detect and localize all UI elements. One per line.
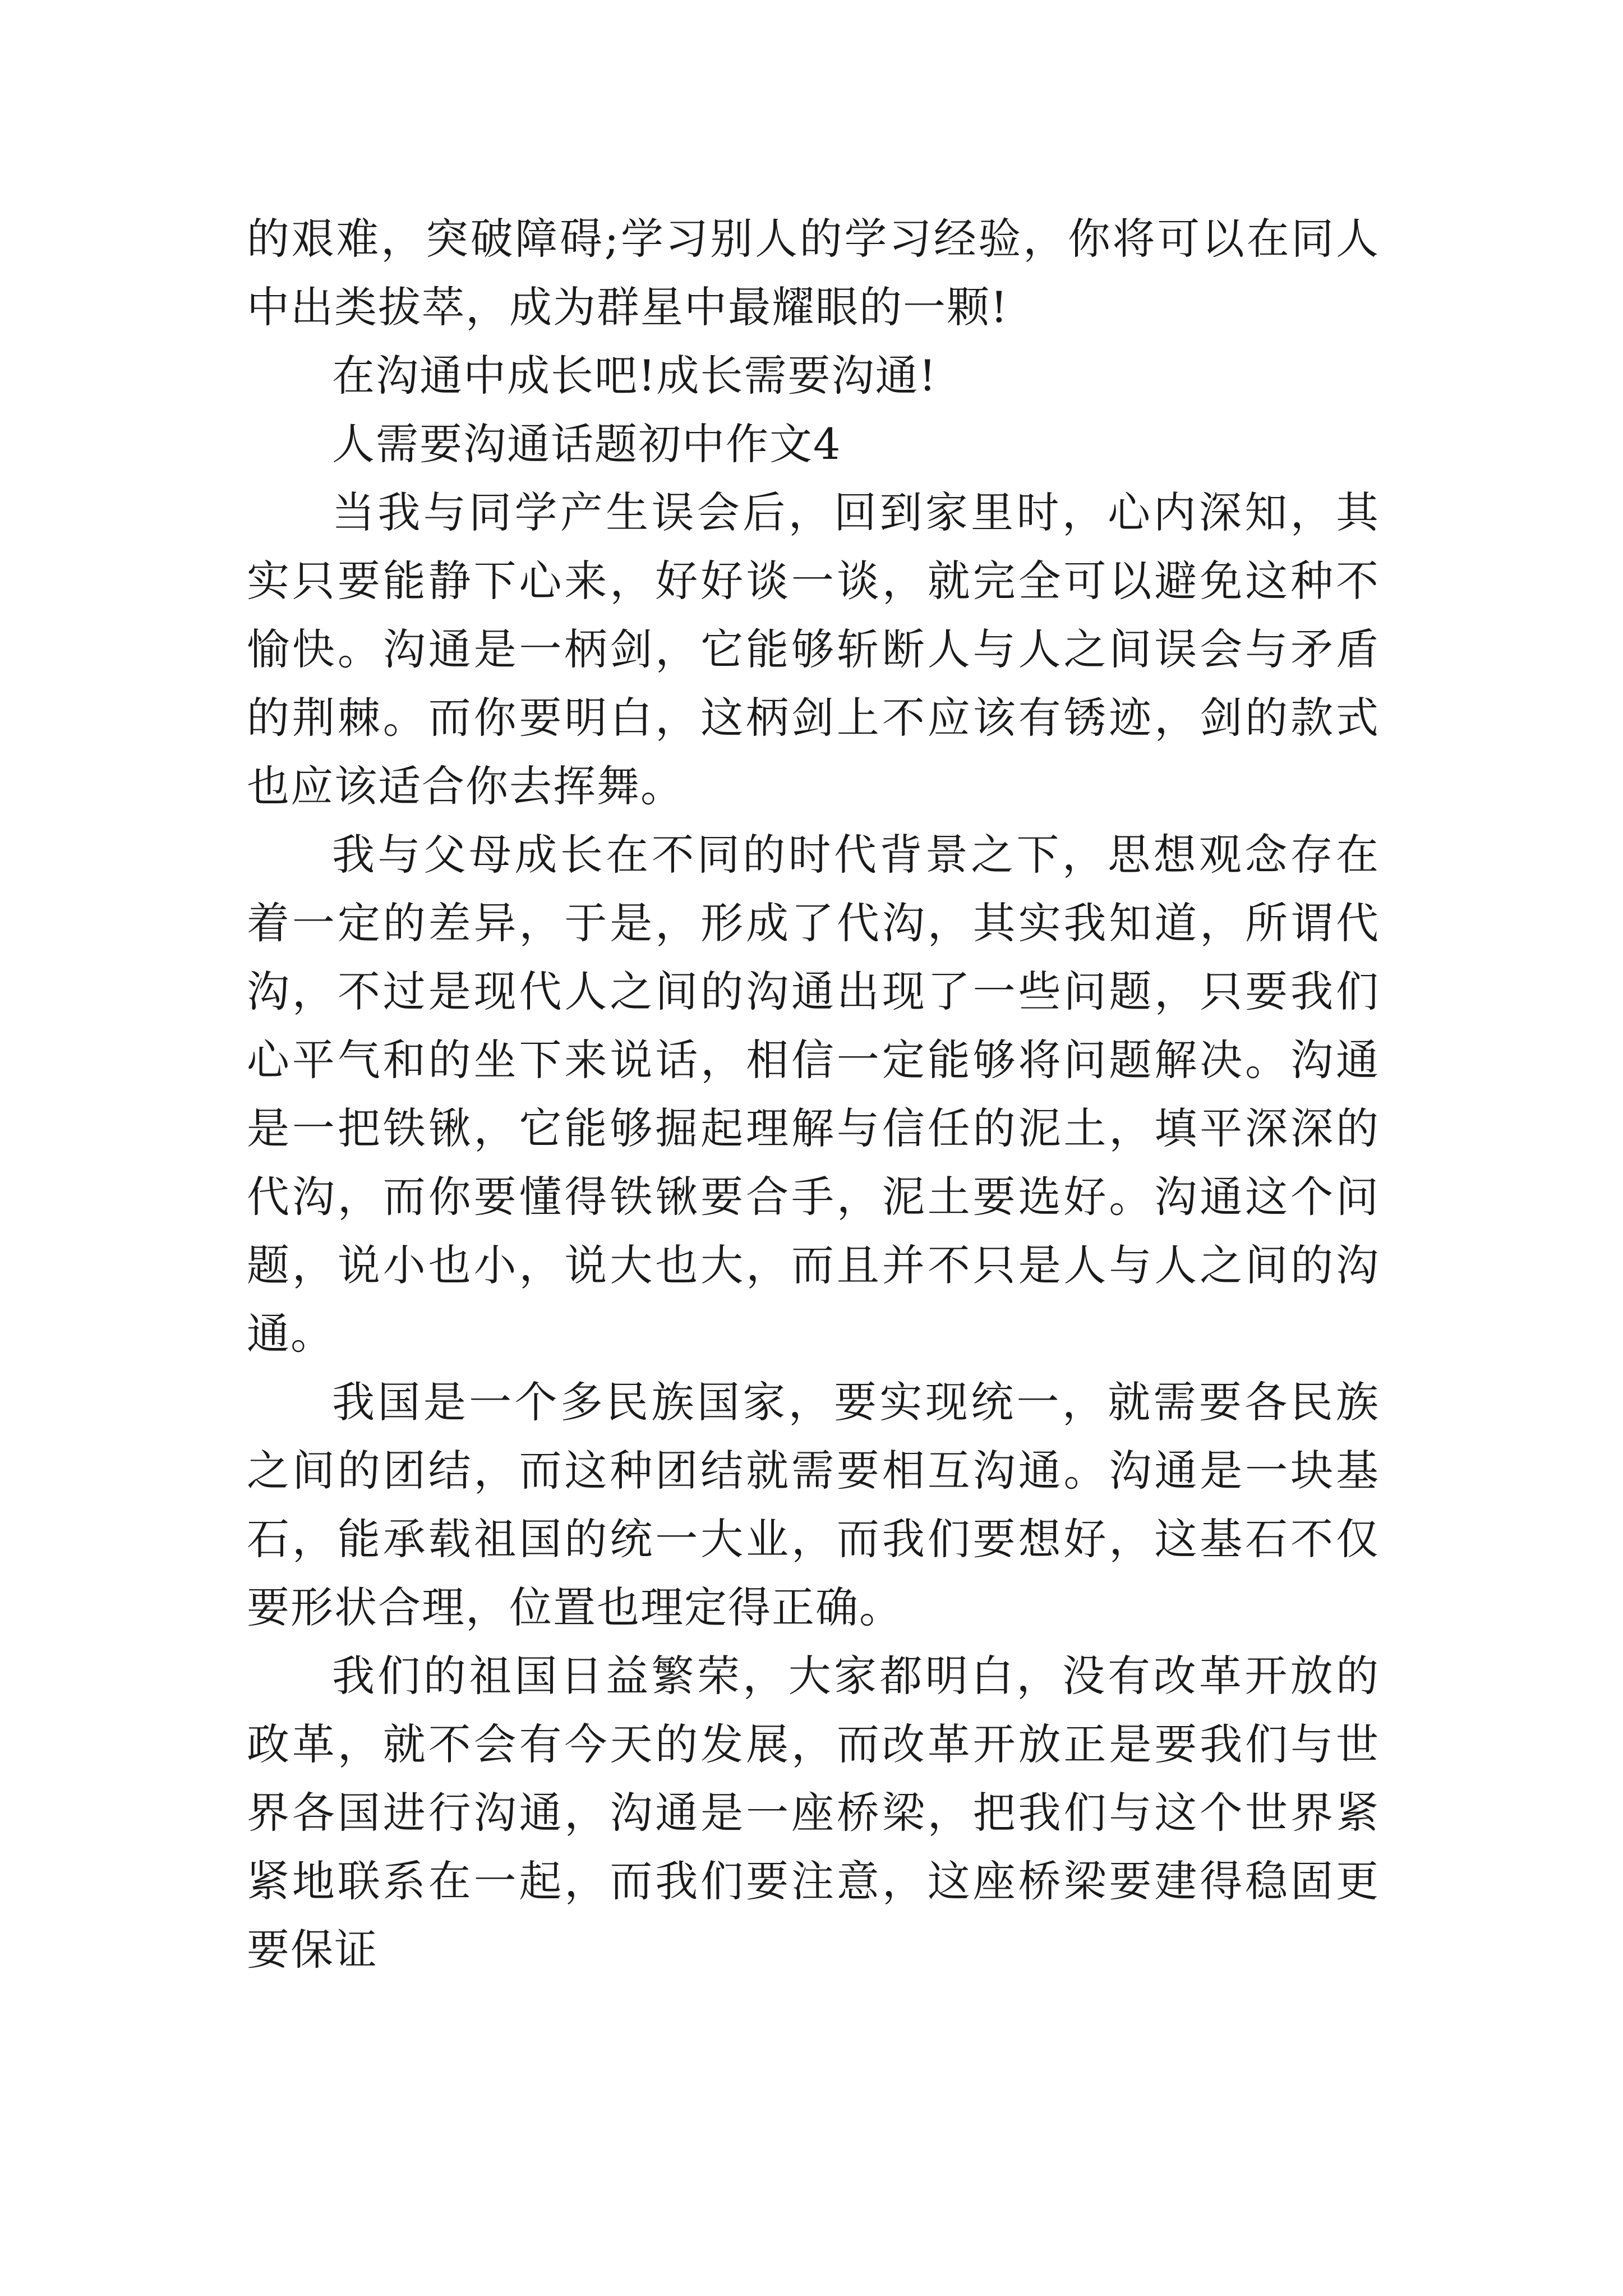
essay-body xyxy=(247,205,1380,1984)
paragraph-continuation: 的艰难，突破障碍;学习别人的学习经验，你将可以在同人中出类拔萃，成为群星中最耀眼的一颗! xyxy=(247,214,1380,332)
essay-heading: 人需要沟通话题初中作文4 xyxy=(332,419,842,469)
paragraph-national-unity: 我国是一个多民族国家，要实现统一，就需要各民族之间的团结，而这种团结就需要相互沟通。沟通是一块基石，能承载祖国的统一大业，而我们要想好，这基石不仅要形状合理，位置也理定得正确。 xyxy=(247,1377,1380,1632)
paragraph-misunderstanding: 当我与同学产生误会后，回到家里时，心内深知，其实只要能静下心来，好好谈一谈，就完全可以避免这种不愉快。沟通是一柄剑，它能够斩断人与人之间误会与矛盾的荆棘。而你要明白，这柄剑上不应该有锈迹，剑的款式也应该适合你去挥舞。 xyxy=(247,487,1380,811)
paragraph-reform-opening: 我们的祖国日益繁荣，大家都明白，没有改革开放的政革，就不会有今天的发展，而改革开放正是要我们与世界各国进行沟通，沟通是一座桥梁，把我们与这个世界紧紧地联系在一起，而我们要注意，这座桥梁要建得稳固更要保证 xyxy=(247,1651,1380,1975)
paragraph-generation-gap: 我与父母成长在不同的时代背景之下，思想观念存在着一定的差异，于是，形成了代沟，其实我知道，所谓代沟，不过是现代人之间的沟通出现了一些问题，只要我们心平气和的坐下来说话，相信一定能够将问题解决。沟通是一把铁锹，它能够掘起理解与信任的泥土，填平深深的代沟，而你要懂得铁锹要合手，泥土要选好。沟通这个问题，说小也小，说大也大，而且并不只是人与人之间的沟通。 xyxy=(247,830,1380,1359)
paragraph-closing-line: 在沟通中成长吧!成长需要沟通! xyxy=(332,351,938,401)
